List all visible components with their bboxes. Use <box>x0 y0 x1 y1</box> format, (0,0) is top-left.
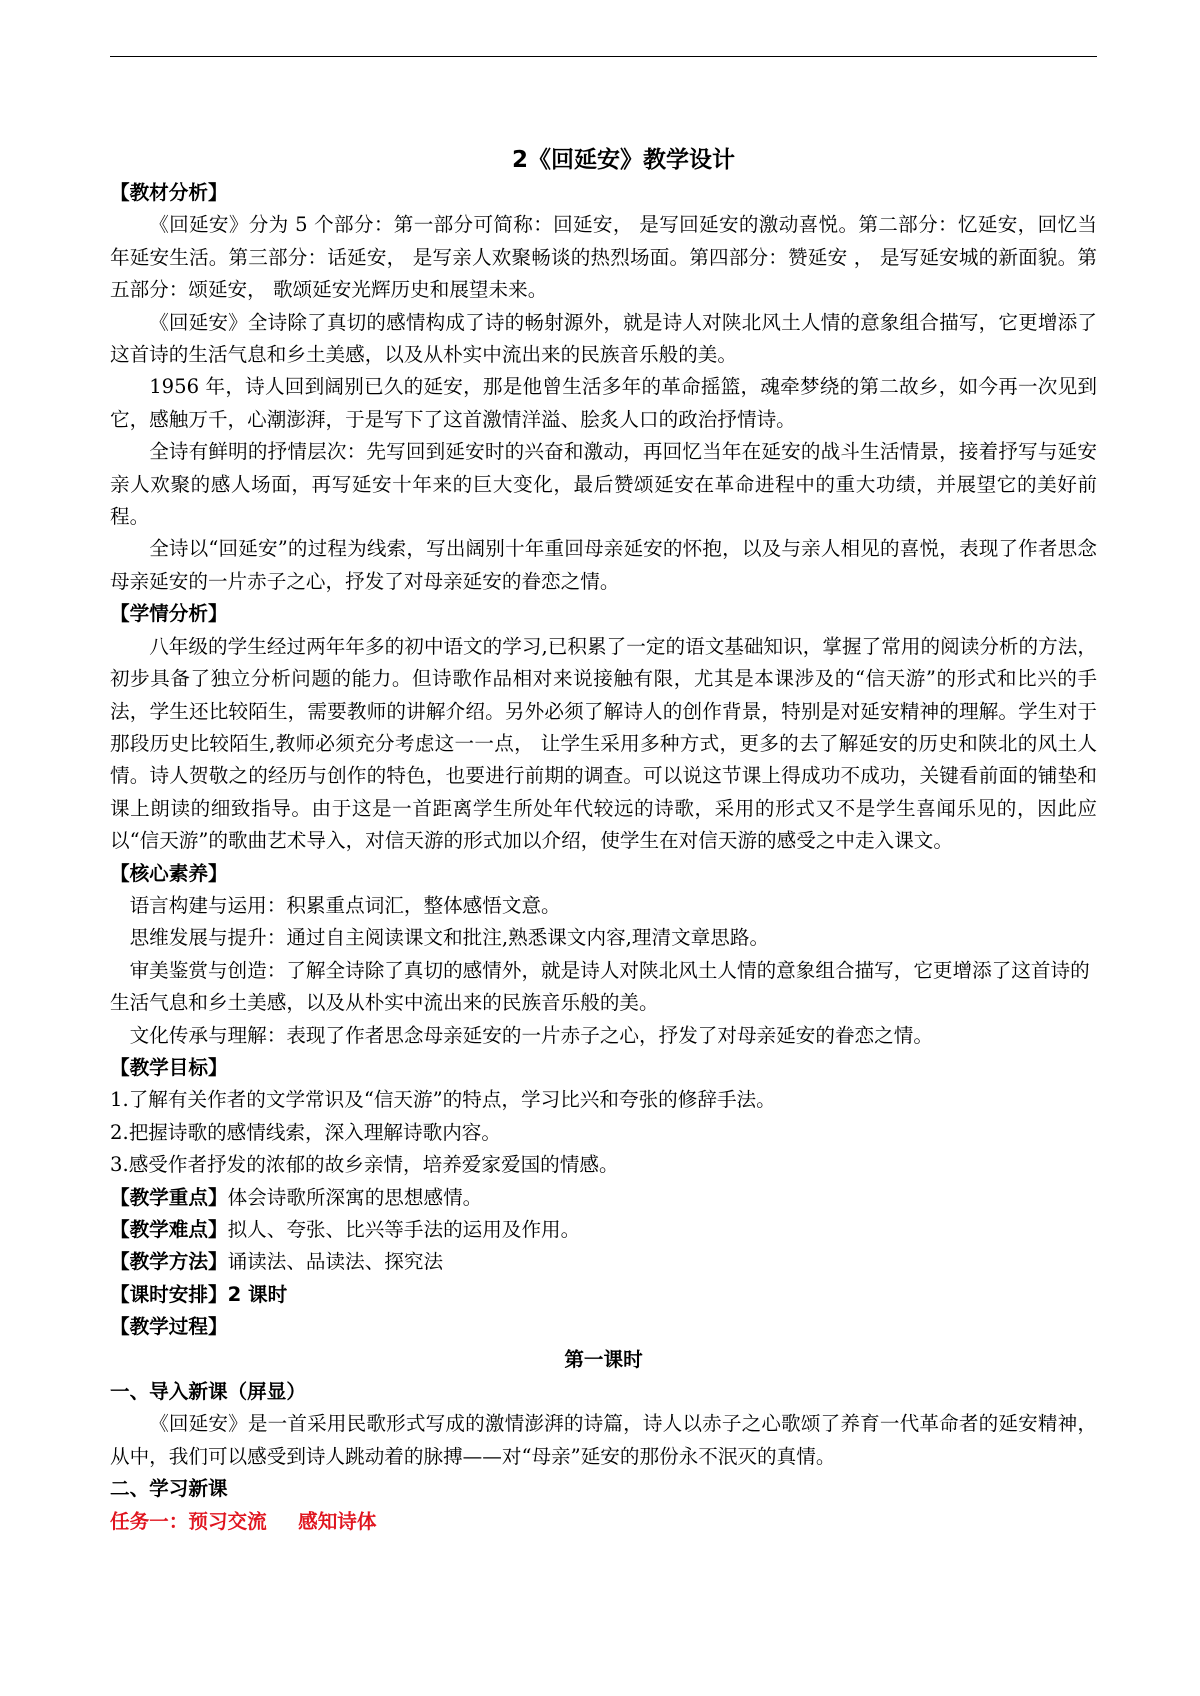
literacy-item-4: 文化传承与理解：表现了作者思念母亲延安的一片赤子之心，抒发了对母亲延安的眷恋之情。 <box>129 1023 933 1047</box>
method-row <box>110 1246 1097 1278</box>
goal-item-3: 3.感受作者抒发的浓郁的故乡亲情，培养爱家爱国的情感。 <box>110 1153 619 1177</box>
key-point-label: 【教学重点】 <box>110 1185 228 1209</box>
key-point-text: 体会诗歌所深寓的思想感情。 <box>227 1185 483 1209</box>
difficult-point-label: 【教学难点】 <box>110 1218 228 1241</box>
step1-paragraph: 《回延安》是一首采用民歌形式写成的激情澎湃的诗篇，诗人以赤子之心歌颂了养育一代革命者的延安精神，从中，我们可以感受到诗人跳动着的脉搏——对“母亲”延安的那份永不泯灭的真情。 <box>110 1412 1097 1468</box>
section-heading-students: 【学情分析】 <box>110 602 228 626</box>
task1-heading <box>110 1506 1097 1538</box>
document-body <box>110 143 1097 1538</box>
material-paragraph-1: 《回延安》分为 5 个部分：第一部分可简称：回延安， 是写回延安的激动喜悦。第二部分：忆延安，回忆当年延安生活。第三部分：话延安， 是写亲人欢聚畅谈的热烈场面。第四部分：赞延安 ， 是写延安城的新面貌。第五部分：颂延安， 歌颂延安光辉历史和展望未来。 <box>110 213 1097 302</box>
schedule-row <box>110 1279 1097 1311</box>
literacy-item-2: 思维发展与提升：通过自主阅读课文和批注,熟悉课文内容,理清文章思路。 <box>129 926 770 950</box>
section-heading-process: 【教学过程】 <box>110 1315 228 1339</box>
material-paragraph-3: 1956 年，诗人回到阔别已久的延安，那是他曾生活多年的革命摇篮，魂牵梦绕的第二故乡，如今再一次见到它，感触万千，心潮澎湃，于是写下了这首激情洋溢、脍炙人口的政治抒情诗。 <box>110 375 1097 431</box>
difficult-point-row <box>110 1214 1097 1246</box>
task1-subtitle: 感知诗体 <box>298 1509 377 1533</box>
students-paragraph: 八年级的学生经过两年年多的初中语文的学习,已积累了一定的语文基础知识，掌握了常用的阅读分析的方法，初步具备了独立分析问题的能力。但诗歌作品相对来说接触有限，尤其是本课涉及的“信天游”的形式和比兴的手法，学生还比较陌生，需要教师的讲解介绍。另外必须了解诗人的创作背景，特别是对延安精神的理解。学生对于那段历史比较陌生,教师必须充分考虑这一一点， 让学生采用多种方式，更多的去了解延安的历史和陕北的风土人情。诗人贺敬之的经历与创作的特色，也要进行前期的调查。可以说这节课上得成功不成功，关键看前面的铺垫和课上朗读的细致指导。由于这是一首距离学生所处年代较远的诗歌，采用的形式又不是学生喜闻乐见的，因此应以“信天游”的歌曲艺术导入，对信天游的形式加以介绍，使学生在对信天游的感受之中走入课文。 <box>110 634 1097 853</box>
literacy-item-3: 审美鉴赏与创造：了解全诗除了真切的感情外，就是诗人对陕北风土人情的意象组合描写，它更增添了这首诗的生活气息和乡土美感，以及从朴实中流出来的民族音乐般的美。 <box>110 958 1090 1015</box>
method-label: 【教学方法】 <box>110 1250 228 1274</box>
material-paragraph-2: 《回延安》全诗除了真切的感情构成了诗的畅射源外，就是诗人对陕北风土人情的意象组合描写，它更增添了这首诗的生活气息和乡土美感，以及从朴实中流出来的民族音乐般的美。 <box>110 310 1097 367</box>
page-title: 2《回延安》教学设计 <box>511 147 735 173</box>
task1-label: 任务一：预习交流 <box>110 1509 267 1533</box>
schedule-text: 2 课时 <box>227 1282 288 1306</box>
goal-item-1: 1.了解有关作者的文学常识及“信天游”的特点，学习比兴和夸张的修辞手法。 <box>110 1088 776 1112</box>
schedule-label: 【课时安排】 <box>110 1282 228 1306</box>
goal-item-2: 2.把握诗歌的感情线索，深入理解诗歌内容。 <box>110 1120 501 1144</box>
key-point-row <box>110 1182 1097 1214</box>
step1-heading: 一、导入新课（屏显） <box>110 1380 306 1404</box>
method-text: 诵读法、品读法、探究法 <box>227 1250 444 1274</box>
material-paragraph-5: 全诗以“回延安”的过程为线索，写出阔别十年重回母亲延安的怀抱，以及与亲人相见的喜悦，表现了作者思念母亲延安的一片赤子之心，抒发了对母亲延安的眷恋之情。 <box>110 537 1097 593</box>
section-heading-goals: 【教学目标】 <box>110 1055 228 1079</box>
step2-heading: 二、学习新课 <box>110 1477 228 1501</box>
literacy-item-1: 语言构建与运用：积累重点词汇，整体感悟文意。 <box>129 893 561 917</box>
difficult-point-text: 拟人、夸张、比兴等手法的运用及作用。 <box>227 1218 581 1241</box>
section-heading-literacy: 【核心素养】 <box>110 861 228 885</box>
header-rule <box>110 56 1097 57</box>
material-paragraph-4: 全诗有鲜明的抒情层次：先写回到延安时的兴奋和激动，再回忆当年在延安的战斗生活情景，接着抒写与延安亲人欢聚的感人场面，再写延安十年来的巨大变化，最后赞颂延安在革命进程中的重大功绩，并展望它的美好前程。 <box>110 440 1097 529</box>
lesson-title: 第一课时 <box>564 1347 643 1371</box>
section-heading-material: 【教材分析】 <box>110 181 228 204</box>
